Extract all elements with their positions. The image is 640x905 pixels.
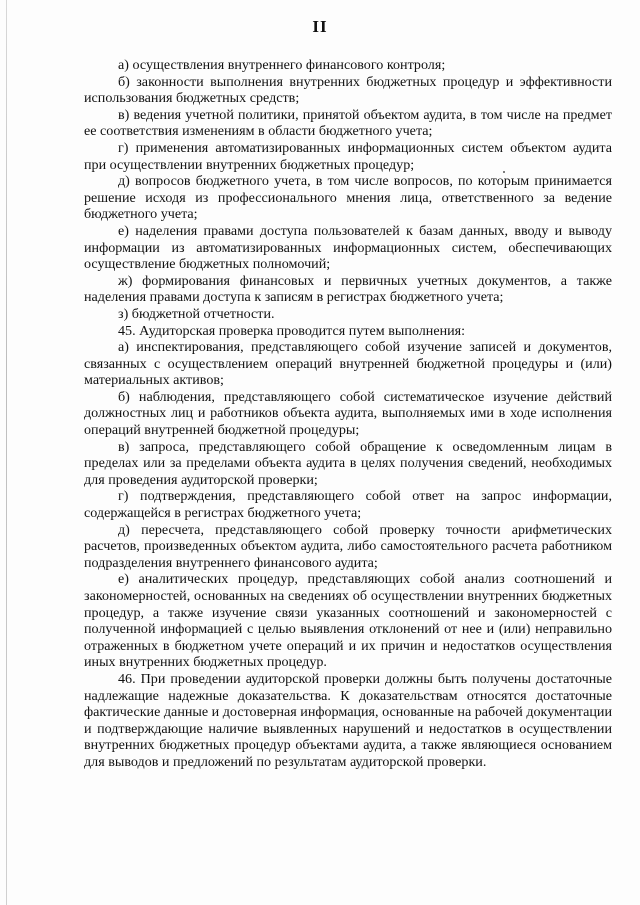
clause-g-information-systems: г) применения автоматизированных информационных систем объектом аудита при осуществлении внутренних бюджетных процедур; xyxy=(84,139,612,173)
method-g-confirmation: г) подтверждения, представляющего собой ответ на запрос информации, содержащейся в регистрах бюджетного учета; xyxy=(84,488,612,522)
method-d-recalculation: д) пересчета, представляющего собой проверку точности арифметических расчетов, произведенных объектом аудита, либо самостоятельного расчета работником подразделения внутреннего финансового аудита; xyxy=(84,521,612,571)
clause-zh-documents: ж) формирования финансовых и первичных учетных документов, а также наделения правами доступа к записям в регистрах бюджетного учета; xyxy=(84,272,612,306)
clause-b-legality: б) законности выполнения внутренних бюджетных процедур и эффективности использования бюджетных средств; xyxy=(84,73,612,107)
section-46-evidence: 46. При проведении аудиторской проверки должны быть получены достаточные надлежащие надежные доказательства. К доказательствам относятся достаточные фактические данные и достоверная информация, основанные на рабочей документации и подтверждающие наличие выявленных нарушений и недостатков в осуществлении внутренних бюджетных процедур объектами аудита, а также являющиеся основанием для выводов и предложений по результатам аудиторской проверки. xyxy=(84,670,612,770)
document-body xyxy=(84,57,612,771)
page-number: II xyxy=(312,17,328,36)
clause-z-reporting: з) бюджетной отчетности. xyxy=(118,305,275,322)
section-45-heading: 45. Аудиторская проверка проводится путем выполнения: xyxy=(118,322,466,339)
clause-a-internal-control: а) осуществления внутреннего финансового контроля; xyxy=(118,57,446,73)
method-e-analytical-procedures: е) аналитических процедур, представляющих собой анализ соотношений и закономерностей, основанных на сведениях об осуществлении внутренних бюджетных процедур, а также изучение связи указанных соотношений и закономерностей с полученной информацией с целью выявления отклонений от нее и (или) неправильно отраженных в бюджетном учете операций и их причин и недостатков осуществления иных внутренних бюджетных процедур. xyxy=(84,571,612,671)
clause-e-access-rights: е) наделения правами доступа пользователей к базам данных, вводу и выводу информации из автоматизированных информационных систем, обеспечивающих осуществление бюджетных полномочий; xyxy=(84,222,612,273)
method-b-observation: б) наблюдения, представляющего собой систематическое изучение действий должностных лиц и работников объекта аудита, выполняемых ими в ходе исполнения операций внутренней бюджетной процедуры; xyxy=(84,388,612,439)
scan-edge-line xyxy=(6,0,7,905)
clause-v-accounting-policy: в) ведения учетной политики, принятой объектом аудита, в том числе на предмет ее соответствия изменениям в области бюджетного учета; xyxy=(84,106,612,140)
method-a-inspection: а) инспектирования, представляющего собой изучение записей и документов, связанных с осуществлением операций внутренней бюджетной процедуры и (или) материальных активов; xyxy=(84,339,612,389)
method-v-inquiry: в) запроса, представляющего собой обращение к осведомленным лицам в пределах или за пределами объекта аудита в целях получения сведений, необходимых для проведения аудиторской проверки; xyxy=(84,438,612,488)
clause-d-accounting-questions: д) вопросов бюджетного учета, в том числе вопросов, по которым принимается решение исходя из профессионального мнения лица, ответственного за ведение бюджетного учета; xyxy=(84,173,612,223)
